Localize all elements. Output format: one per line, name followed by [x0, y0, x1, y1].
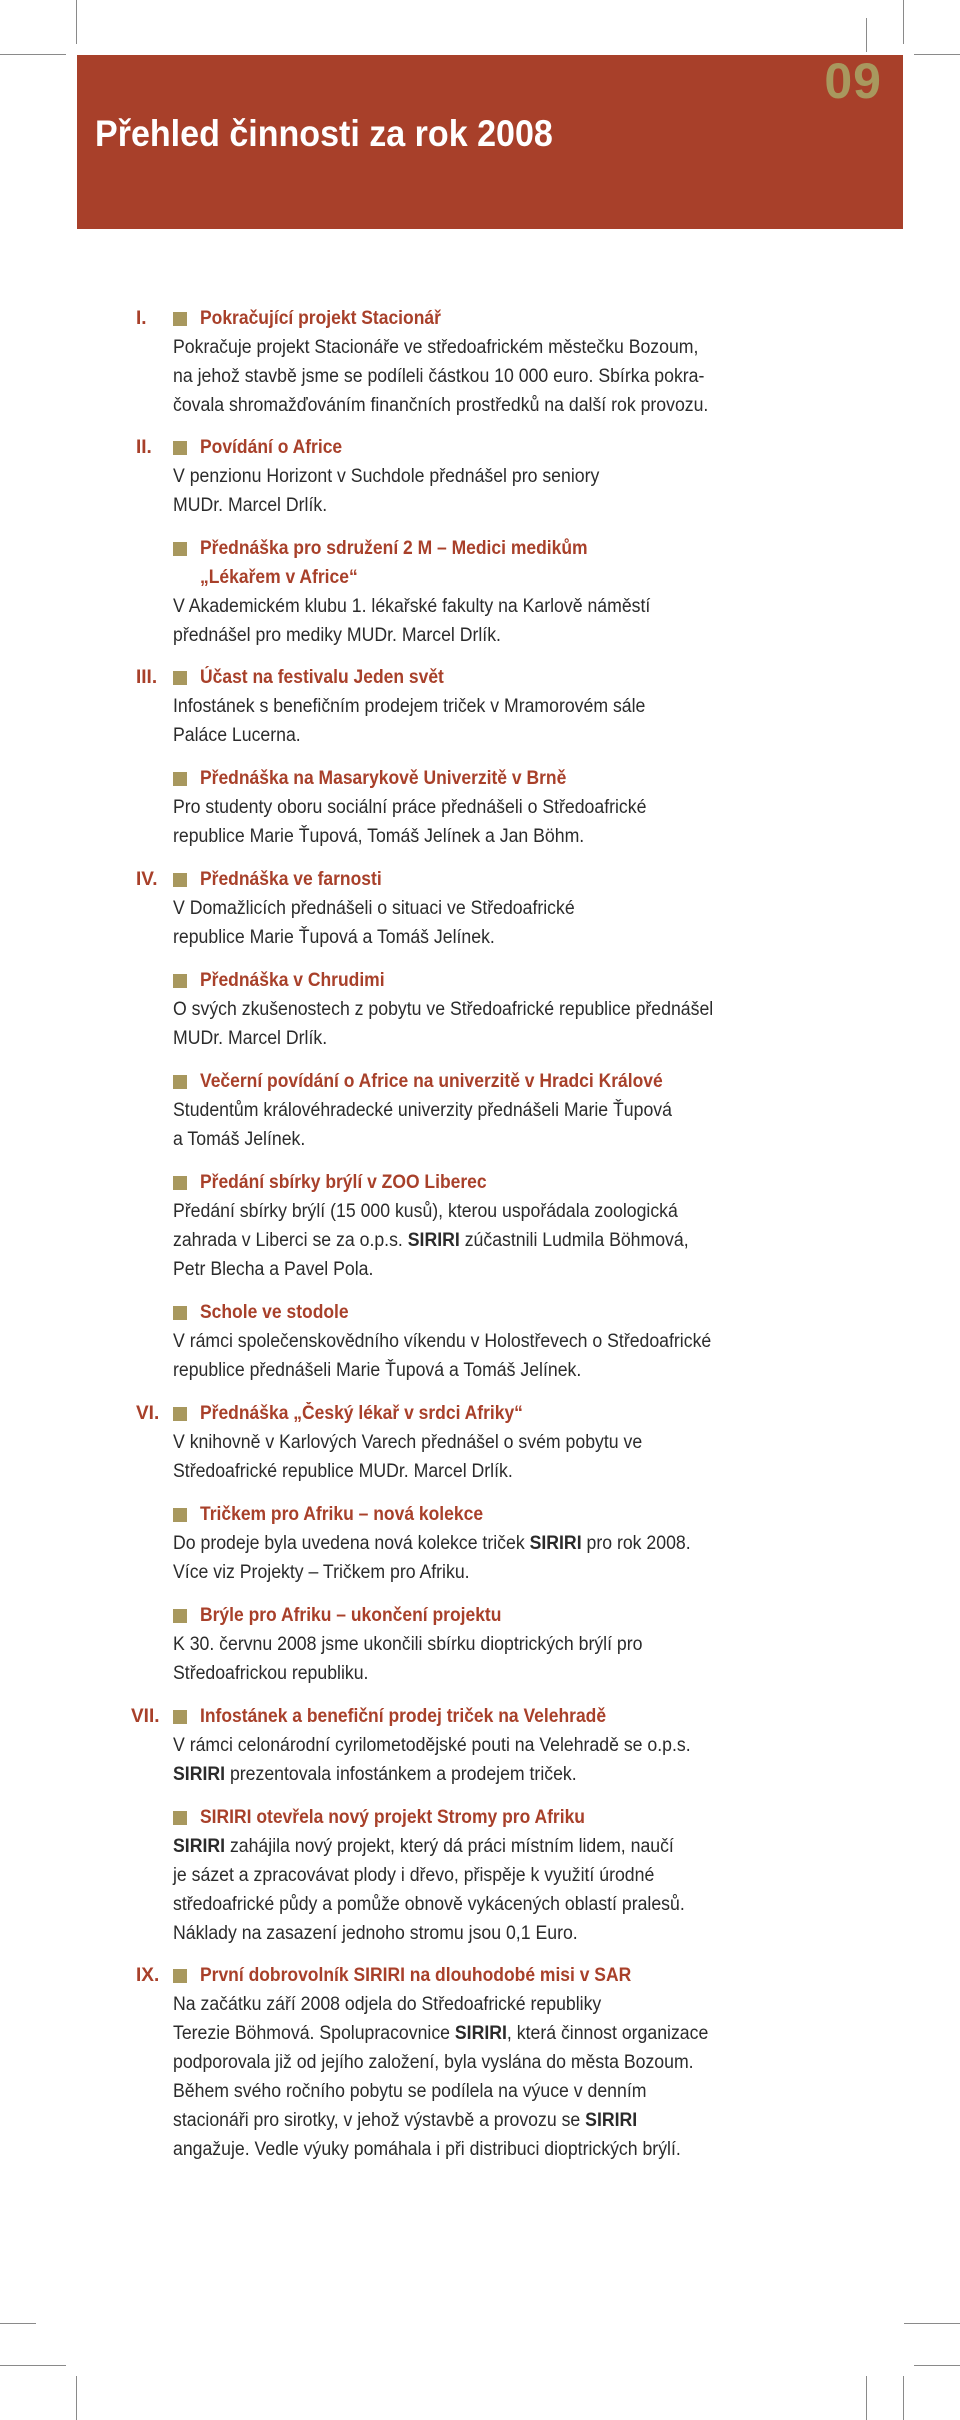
crop-mark	[0, 54, 66, 55]
brand-name: SIRIRI	[585, 2110, 638, 2131]
activity-title: Infostánek a benefiční prodej triček na Velehradě	[200, 1706, 607, 1727]
activity-text: Během svého ročního pobytu se podílela na výuce v denním	[173, 2081, 647, 2102]
square-bullet-icon	[173, 772, 187, 786]
activity-text: na jehož stavbě jsme se podíleli částkou 10 000 euro. Sbírka pokra-	[173, 366, 705, 387]
activity-entry	[173, 1803, 813, 1948]
square-bullet-icon	[173, 1508, 187, 1522]
crop-mark	[914, 2365, 960, 2366]
activity-entry	[136, 865, 813, 952]
section-numeral: VII.	[131, 1706, 160, 1727]
activity-text: Předání sbírky brýlí (15 000 kusů), kterou uspořádala zoologická	[173, 1201, 678, 1222]
square-bullet-icon	[173, 1710, 187, 1724]
crop-mark	[76, 2376, 77, 2420]
activity-text: stacionáři pro sirotky, v jehož výstavbě a provozu se SIRIRI	[173, 2110, 638, 2131]
activity-text: MUDr. Marcel Drlík.	[173, 1028, 328, 1049]
brand-name: SIRIRI	[454, 2023, 507, 2044]
activity-text: Pro studenty oboru sociální práce přednášeli o Středoafrické	[173, 797, 647, 818]
crop-mark	[903, 0, 904, 44]
activity-entry	[173, 966, 813, 1053]
activity-text: a Tomáš Jelínek.	[173, 1129, 306, 1150]
square-bullet-icon	[173, 1306, 187, 1320]
activity-text: Do prodeje byla uvedena nová kolekce triček SIRIRI pro rok 2008.	[173, 1533, 691, 1554]
crop-mark	[914, 54, 960, 55]
section-numeral: IX.	[136, 1965, 160, 1986]
section-numeral: II.	[136, 437, 152, 458]
activity-entry	[173, 1500, 813, 1587]
square-bullet-icon	[173, 671, 187, 685]
section-numeral: III.	[136, 667, 158, 688]
activity-title: Přednáška „Český lékař v srdci Afriky“	[200, 1403, 523, 1424]
activity-entry	[136, 1961, 813, 2164]
activity-text: Více viz Projekty – Tričkem pro Afriku.	[173, 1562, 470, 1583]
activity-title-continued: „Lékařem v Africe“	[200, 567, 358, 588]
activity-text: V penzionu Horizont v Suchdole přednášel pro seniory	[173, 466, 600, 487]
square-bullet-icon	[173, 1407, 187, 1421]
activity-text: V rámci společenskovědního víkendu v Holostřevech o Středoafrické	[173, 1331, 712, 1352]
crop-mark	[76, 0, 77, 44]
activity-text: čovala shromažďováním finančních prostředků na další rok provozu.	[173, 395, 709, 416]
square-bullet-icon	[173, 1811, 187, 1825]
section-numeral: VI.	[136, 1403, 160, 1424]
activity-entry	[136, 433, 813, 520]
activity-entry	[173, 764, 813, 851]
activity-text: přednášel pro mediky MUDr. Marcel Drlík.	[173, 625, 501, 646]
activity-entry	[173, 1298, 813, 1385]
activity-text: SIRIRI prezentovala infostánkem a prodejem triček.	[173, 1764, 577, 1785]
activity-text: republice přednášeli Marie Ťupová a Tomáš Jelínek.	[173, 1360, 582, 1381]
activity-title: Schole ve stodole	[200, 1302, 349, 1323]
activity-text: Náklady na zasazení jednoho stromu jsou 0,1 Euro.	[173, 1923, 578, 1944]
activity-title: Povídání o Africe	[200, 437, 343, 458]
activity-text: V knihovně v Karlových Varech přednášel o svém pobytu ve	[173, 1432, 643, 1453]
activity-title: Předání sbírky brýlí v ZOO Liberec	[200, 1172, 487, 1193]
activity-text: MUDr. Marcel Drlík.	[173, 495, 328, 516]
activity-text: angažuje. Vedle výuky pomáhala i při distribuci dioptrických brýlí.	[173, 2139, 681, 2160]
activity-entry	[173, 1067, 813, 1154]
crop-mark	[0, 2323, 36, 2324]
activity-title: Večerní povídání o Africe na univerzitě v Hradci Králové	[200, 1071, 663, 1092]
page-number: 09	[824, 53, 882, 109]
brand-name: SIRIRI	[173, 1836, 226, 1857]
activity-text: K 30. červnu 2008 jsme ukončili sbírku dioptrických brýlí pro	[173, 1634, 643, 1655]
activity-entry	[136, 663, 813, 750]
activity-text: Středoafrickou republiku.	[173, 1663, 369, 1684]
activity-entry	[131, 1702, 813, 1789]
brand-name: SIRIRI	[173, 1764, 226, 1785]
square-bullet-icon	[173, 1075, 187, 1089]
activity-title: Brýle pro Afriku – ukončení projektu	[200, 1605, 502, 1626]
activity-entry	[136, 1399, 813, 1486]
square-bullet-icon	[173, 1609, 187, 1623]
activity-title: Přednáška na Masarykově Univerzitě v Brně	[200, 768, 567, 789]
square-bullet-icon	[173, 441, 187, 455]
activity-text: Pokračuje projekt Stacionáře ve středoafrickém městečku Bozoum,	[173, 337, 699, 358]
activity-title: První dobrovolník SIRIRI na dlouhodobé misi v SAR	[200, 1965, 632, 1986]
activity-text: V Akademickém klubu 1. lékařské fakulty na Karlově náměstí	[173, 596, 651, 617]
activity-entry	[173, 1168, 813, 1284]
page-title: Přehled činnosti za rok 2008	[95, 113, 553, 154]
crop-mark	[0, 2365, 66, 2366]
activity-text: republice Marie Ťupová, Tomáš Jelínek a Jan Böhm.	[173, 826, 585, 847]
activity-text: V Domažlicích přednášeli o situaci ve Středoafrické	[173, 898, 575, 919]
brand-name: SIRIRI	[529, 1533, 582, 1554]
activity-title: Přednáška v Chrudimi	[200, 970, 385, 991]
section-numeral: IV.	[136, 869, 158, 890]
activity-text: Studentům královéhradecké univerzity přednášeli Marie Ťupová	[173, 1100, 672, 1121]
activity-title: Tričkem pro Afriku – nová kolekce	[200, 1504, 484, 1525]
activity-text: Paláce Lucerna.	[173, 725, 301, 746]
activity-text: středoafrické půdy a pomůže obnově vykácených oblastí pralesů.	[173, 1894, 685, 1915]
crop-mark	[866, 2376, 867, 2420]
square-bullet-icon	[173, 542, 187, 556]
activity-text: SIRIRI zahájila nový projekt, který dá práci místním lidem, naučí	[173, 1836, 674, 1857]
activity-text: V rámci celonárodní cyrilometodějské pouti na Velehradě se o.p.s.	[173, 1735, 691, 1756]
square-bullet-icon	[173, 1969, 187, 1983]
activity-text: zahrada v Liberci se za o.p.s. SIRIRI zúčastnili Ludmila Böhmová,	[173, 1230, 689, 1251]
brand-name: SIRIRI	[407, 1230, 460, 1251]
activity-text: je sázet a zpracovávat plody i dřevo, přispěje k využití úrodné	[173, 1865, 655, 1886]
activity-text: O svých zkušenostech z pobytu ve Středoafrické republice přednášel	[173, 999, 714, 1020]
crop-mark	[866, 18, 867, 52]
activity-title: Přednáška ve farnosti	[200, 869, 382, 890]
activity-text: Petr Blecha a Pavel Pola.	[173, 1259, 374, 1280]
activity-entry	[173, 534, 813, 650]
crop-mark	[904, 2323, 960, 2324]
activity-text: Na začátku září 2008 odjela do Středoafrické republiky	[173, 1994, 602, 2015]
section-numeral: I.	[136, 308, 147, 329]
activity-title: Přednáška pro sdružení 2 M – Medici medikům	[200, 538, 588, 559]
square-bullet-icon	[173, 974, 187, 988]
activity-title: Pokračující projekt Stacionář	[200, 308, 441, 329]
square-bullet-icon	[173, 1176, 187, 1190]
activity-text: Infostánek s benefičním prodejem triček v Mramorovém sále	[173, 696, 646, 717]
activity-title: SIRIRI otevřela nový projekt Stromy pro Afriku	[200, 1807, 585, 1828]
square-bullet-icon	[173, 312, 187, 326]
activity-text: Středoafrické republice MUDr. Marcel Drlík.	[173, 1461, 513, 1482]
activity-text: republice Marie Ťupová a Tomáš Jelínek.	[173, 927, 495, 948]
square-bullet-icon	[173, 873, 187, 887]
activity-text: podporovala již od jejího založení, byla vyslána do města Bozoum.	[173, 2052, 694, 2073]
activity-title: Účast na festivalu Jeden svět	[200, 667, 444, 688]
activity-entry	[136, 304, 813, 420]
crop-mark	[903, 2376, 904, 2420]
activity-entry	[173, 1601, 813, 1688]
activity-text: Terezie Böhmová. Spolupracovnice SIRIRI, která činnost organizace	[173, 2023, 709, 2044]
